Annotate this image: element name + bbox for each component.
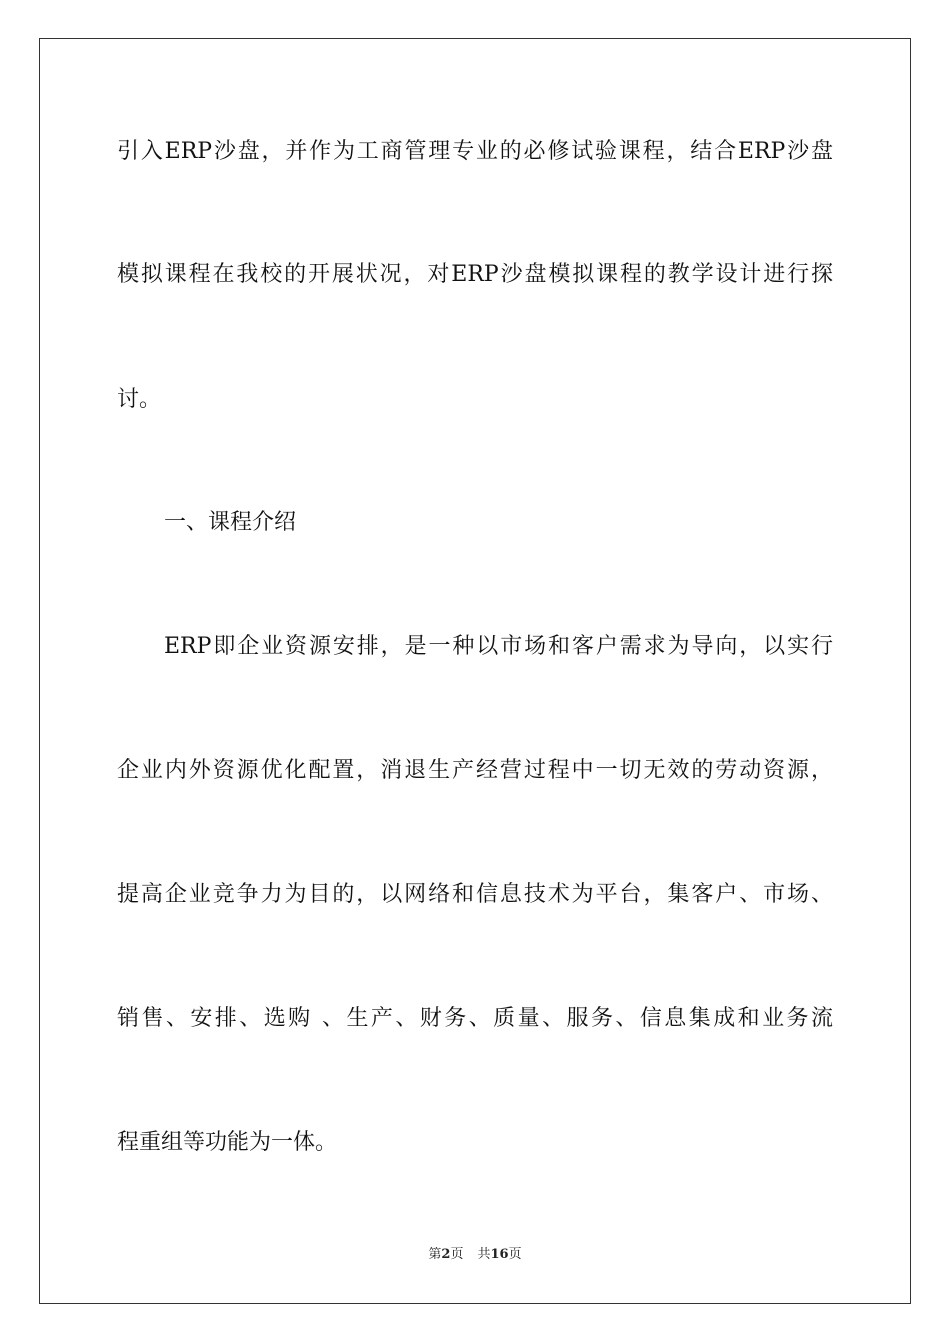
text-line-1: 引入ERP沙盘，并作为工商管理专业的必修试验课程，结合ERP沙盘 xyxy=(117,139,833,164)
footer-page-prefix: 第 xyxy=(428,1247,442,1262)
footer-total-prefix: 共 xyxy=(477,1247,491,1262)
text-line-8: 销售、安排、选购 、生产、财务、质量、服务、信息集成和业务流 xyxy=(117,1006,833,1031)
text-line-6: 企业内外资源优化配置，消退生产经营过程中一切无效的劳动资源， xyxy=(117,758,833,783)
footer-total-suffix: 页 xyxy=(508,1247,522,1262)
page-border xyxy=(39,38,911,1304)
footer-total-number: 16 xyxy=(490,1247,509,1262)
text-line-7: 提高企业竞争力为目的，以网络和信息技术为平台，集客户、市场、 xyxy=(117,882,833,907)
text-line-5: ERP即企业资源安排，是一种以市场和客户需求为导向，以实行 xyxy=(164,634,833,659)
text-line-3: 讨。 xyxy=(117,387,162,412)
page-footer xyxy=(0,1246,950,1264)
footer-page-number: 2 xyxy=(441,1247,451,1262)
section-heading: 一、课程介绍 xyxy=(164,510,297,535)
footer-page-suffix: 页 xyxy=(450,1247,464,1262)
text-line-9: 程重组等功能为一体。 xyxy=(117,1130,338,1155)
text-line-2: 模拟课程在我校的开展状况，对ERP沙盘模拟课程的教学设计进行探 xyxy=(117,262,833,287)
